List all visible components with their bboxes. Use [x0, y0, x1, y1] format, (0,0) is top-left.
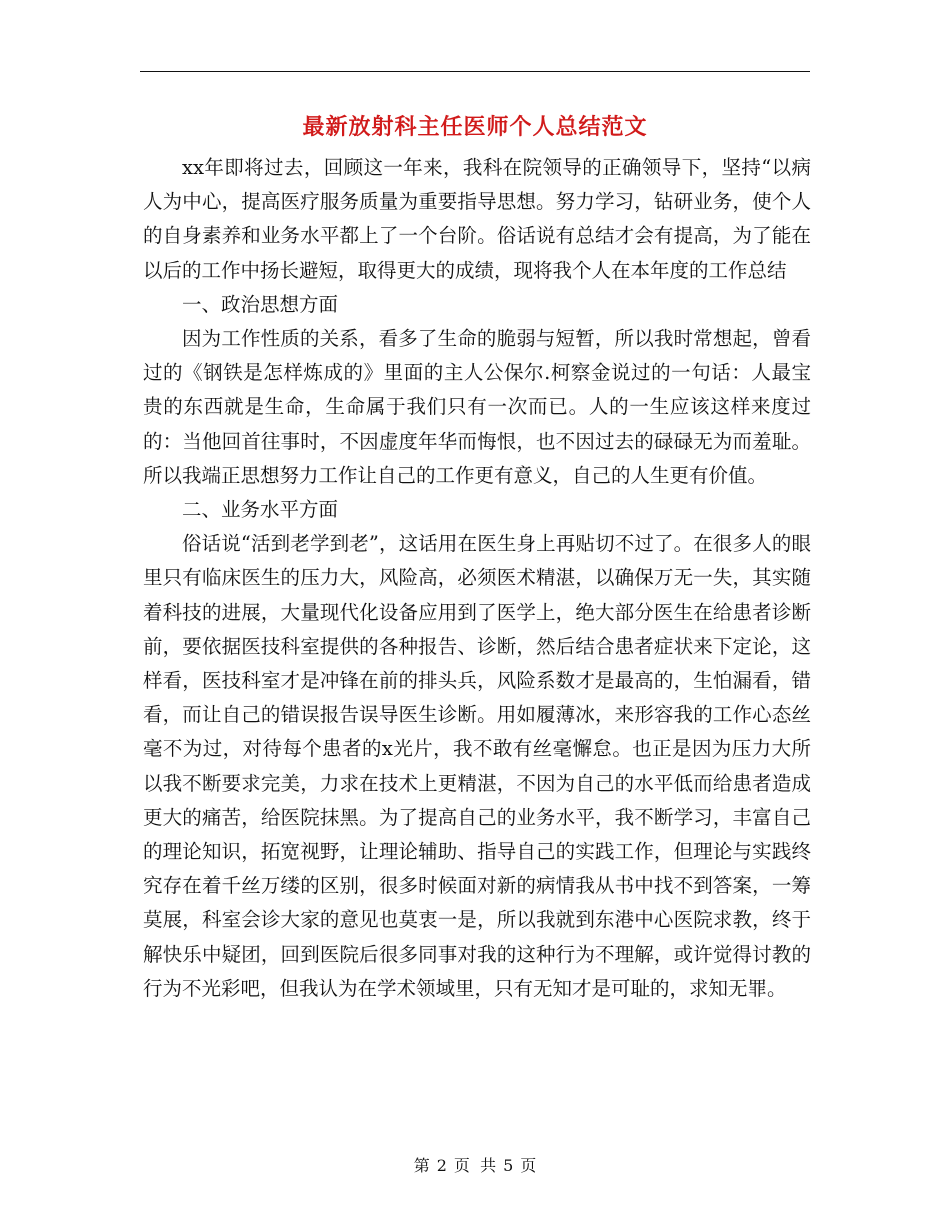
page-label-suffix: 页	[520, 1156, 537, 1175]
total-pages-number: 5	[503, 1156, 514, 1175]
business-paragraph: 俗话说“活到老学到老”，这话用在医生身上再贴切不过了。在很多人的眼里只有临床医生的压力大，风险高，必须医术精湛，以确保万无一失，其实随着科技的进展，大量现代化设备应用到了医学上，绝大部分医生在给患者诊断前，要依据医技科室提供的各种报告、诊断，然后结合患者症状来下定论，这样看，医技科室才是冲锋在前的排头兵，风险系数才是最高的，生怕漏看，错看，而让自己的错误报告误导医生诊断。用如履薄冰，来形容我的工作心态丝毫不为过，对待每个患者的x光片，我不敢有丝毫懈怠。也正是因为压力大所以我不断要求完美，力求在技术上更精湛，不因为自己的水平低而给患者造成更大的痛苦，给医院抹黑。为了提高自己的业务水平，我不断学习，丰富自己的理论知识，拓宽视野，让理论辅助、指导自己的实践工作，但理论与实践终究存在着千丝万缕的区别，很多时候面对新的病情我从书中找不到答案，一筹莫展，科室会诊大家的意见也莫衷一是，所以我就到东港中心医院求教，终于解快乐中疑团，回到医院后很多同事对我的这种行为不理解，或许觉得讨教的行为不光彩吧，但我认为在学术领域里，只有无知才是可耻的，求知无罪。	[143, 532, 811, 1000]
intro-paragraph: xx年即将过去，回顾这一年来，我科在院领导的正确领导下，坚持“以病人为中心，提高医疗服务质量为重要指导思想。努力学习，钻研业务，使个人的自身素养和业务水平都上了一个台阶。俗话说有总结才会有提高，为了能在以后的工作中扬长避短，取得更大的成绩，现将我个人在本年度的工作总结	[143, 156, 811, 282]
page-footer	[0, 1155, 950, 1177]
politics-paragraph: 因为工作性质的关系，看多了生命的脆弱与短暂，所以我时常想起，曾看过的《钢铁是怎样炼成的》里面的主人公保尔.柯察金说过的一句话：人最宝贵的东西就是生命，生命属于我们只有一次而已。人的一生应该这样来度过的：当他回首往事时，不因虚度年华而悔恨，也不因过去的碌碌无为而羞耻。所以我端正思想努力工作让自己的工作更有意义，自己的人生更有价值。	[143, 327, 811, 487]
header-rule	[140, 71, 810, 72]
section-heading-business: 二、业务水平方面	[182, 498, 339, 522]
page-label-mid: 页 共	[453, 1156, 497, 1175]
current-page-number: 2	[436, 1156, 447, 1175]
document-body	[143, 151, 811, 1006]
section-heading-politics: 一、政治思想方面	[182, 292, 339, 316]
page-label-prefix: 第	[413, 1156, 430, 1175]
document-title: 最新放射科主任医师个人总结范文	[302, 114, 648, 140]
